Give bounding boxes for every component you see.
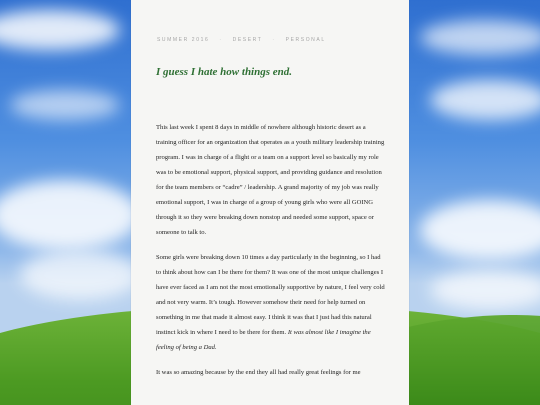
blog-post-page bbox=[131, 0, 409, 405]
post-date: SUMMER 2016 bbox=[157, 37, 210, 43]
post-title: I guess I hate how things end. bbox=[156, 66, 293, 78]
post-meta bbox=[157, 37, 387, 43]
meta-separator: · bbox=[272, 37, 276, 43]
post-tag-link[interactable]: PERSONAL bbox=[285, 37, 326, 43]
post-category-link[interactable]: DESERT bbox=[232, 37, 263, 43]
post-paragraph: It was so amazing because by the end they all had really great feelings for me bbox=[156, 369, 361, 376]
cloud bbox=[430, 80, 540, 120]
meta-separator: · bbox=[219, 37, 223, 43]
cloud bbox=[420, 20, 540, 55]
cloud bbox=[10, 90, 120, 120]
post-paragraph: Some girls were breaking down 10 times a day particularly in the beginning, so I had to think about how can I be there for them? It was one of the most unique challenges I have ever faced as I am not the most emotionally supportive by nature, I feel very cold and not very warm. It’s tough. However somehow their need for help turned on something in me that made it almost easy. I think it was that I just had this natural instinct kick in where I need to be there for them. It was almost like I imagine the feeling of being a Dad. bbox=[156, 254, 385, 351]
emphasis-text: It was almost like I imagine the feeling of being a Dad. bbox=[156, 329, 371, 351]
post-body bbox=[156, 120, 385, 390]
post-paragraph: This last week I spent 8 days in middle of nowhere although historic desert as a training officer for an organization that operates as a youth military leadership training program. I was in charge of a flight or a team on a support level so basically my role was to be emotional support, physical support, and providing guidance and resolution for the team members or “cadre” / leadership. A grand majority of my job was really emotional support, I was in charge of a group of young girls who were all GOING through it so they were breaking down nonstop and needed some support, space or someone to talk to. bbox=[156, 124, 385, 236]
cloud bbox=[20, 250, 140, 300]
cloud bbox=[430, 270, 540, 310]
